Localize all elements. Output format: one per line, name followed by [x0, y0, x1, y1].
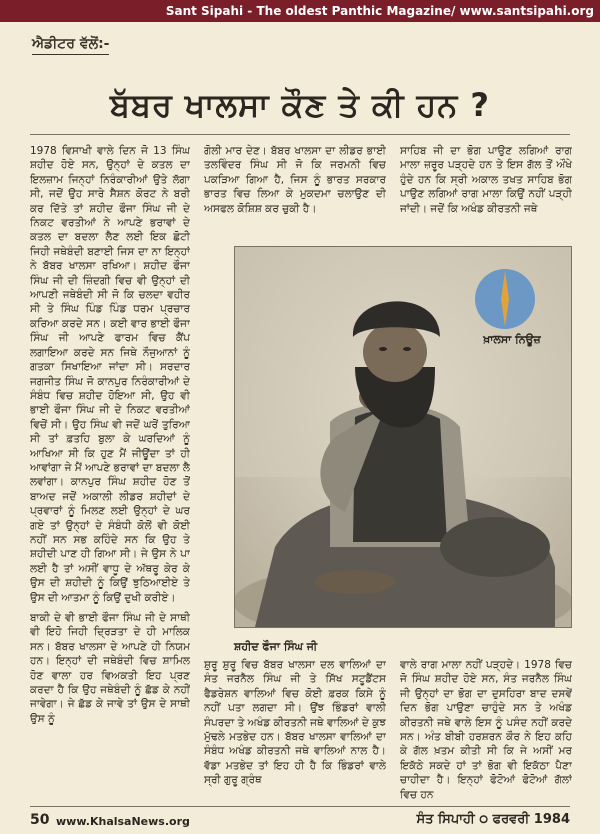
- column-1-paragraph-1: 1978 ਵਿਸਾਖੀ ਵਾਲੇ ਦਿਨ ਜੋ 13 ਸਿੰਘ ਸ਼ਹੀਦ ਹੋਏ ਸਨ, ਉਨ੍ਹਾਂ ਦੇ ਕਤਲ ਦਾ ਇਲਜ਼ਾਮ ਜਿਨ੍ਹਾਂ ਨਿਰੰਕਾਰੀਆਂ ਉਤੇ ਲੱਗਾ ਸੀ, ਜਦੋਂ ਉਹ ਸਾਰੇ ਸੈਸ਼ਨ ਕੋਰਟ ਨੇ ਬਰੀ ਕਰ ਦਿੱਤੇ ਤਾਂ ਸ਼ਹੀਦ ਫੌਜਾ ਸਿੰਘ ਜੀ ਦੇ ਨਿਕਟ ਵਰਤੀਆਂ ਨੇ ਆਪਣੇ ਭਰਾਵਾਂ ਦੇ ਕਤਲ ਦਾ ਬਦਲਾ ਲੈਣ ਲਈ ਇਕ ਛੋਟੀ ਜਿਹੀ ਜਥੇਬੰਦੀ ਬਣਾਈ ਜਿਸ ਦਾ ਨਾ ਇਨ੍ਹਾਂ ਨੇ ਬੱਬਰ ਖਾਲਸਾ ਰਖਿਆ। ਸ਼ਹੀਦ ਫੌਜਾ ਸਿੰਘ ਜੀ ਦੀ ਜ਼ਿੰਦਗੀ ਵਿਚ ਵੀ ਉਨ੍ਹਾਂ ਦੀ ਆਪਣੀ ਜਥੇਬੰਦੀ ਸੀ ਜੋ ਕਿ ਚਲਦਾ ਵਹੀਰ ਸੀ ਤੇ ਸਿੰਘ ਪਿੰਡ ਪਿੰਡ ਧਰਮ ਪ੍ਰਚਾਰ ਕਰਿਆ ਕਰਦੇ ਸਨ। ਕਈ ਵਾਰ ਭਾਈ ਫੌਜਾ ਸਿੰਘ ਜੀ ਆਪਣੇ ਫਾਰਮ ਵਿਚ ਕੈਂਪ ਲਗਾਇਆ ਕਰਦੇ ਸਨ ਜਿਥੇ ਨੌਜੁਆਨਾਂ ਨੂੰ ਗਤਕਾ ਸਿਖਾਇਆ ਜਾਂਦਾ ਸੀ। ਸਰਦਾਰ ਜਗਜੀਤ ਸਿੰਘ ਜੋ ਕਾਨਪੁਰ ਨਿਰੰਕਾਰੀਆਂ ਦੇ ਸੰਬੰਧ ਵਿਚ ਸ਼ਹੀਦ ਹੋਇਆ ਸੀ, ਉਹ ਵੀ ਭਾਈ ਫੌਜਾ ਸਿੰਘ ਜੀ ਦੇ ਨਿਕਟ ਵਰਤੀਆਂ ਵਿਚੋਂ ਸੀ। ਉਹ ਸਿੰਘ ਵੀ ਜਦੋਂ ਘਰੋਂ ਤੁਰਿਆ ਸੀ ਤਾਂ ਫ਼ਤਹਿ ਬੁਲਾ ਕੇ ਘਰਦਿਆਂ ਨੂੰ ਆਖਿਆ ਸੀ ਕਿ ਹੁਣ ਮੈਂ ਜੀਊਂਦਾ ਤਾਂ ਹੀ ਆਵਾਂਗਾ ਜੇ ਮੈਂ ਆਪਣੇ ਭਰਾਵਾਂ ਦਾ ਬਦਲਾ ਲੈ ਲਵਾਂਗਾ। ਕਾਨਪੁਰ ਸਿੰਘ ਸ਼ਹੀਦ ਹੋਣ ਤੋਂ ਬਾਅਦ ਜਦੋਂ ਅਕਾਲੀ ਲੀਡਰ ਸ਼ਹੀਦਾਂ ਦੇ ਪ੍ਰਵਾਰਾਂ ਨੂੰ ਮਿਲਣ ਲਈ ਉਨ੍ਹਾਂ ਦੇ ਘਰ ਗਏ ਤਾਂ ਉਨ੍ਹਾਂ ਦੇ ਸੰਬੰਧੀ ਕੋਲੋਂ ਵੀ ਕੋਈ ਨਹੀਂ ਸਨ ਸਭ ਕਹਿੰਦੇ ਸਨ ਕਿ ਉਹ ਤੇ ਸ਼ਹੀਦੀ ਪਾਣ ਹੀ ਗਿਆ ਸੀ। ਜੇ ਉਸ ਨੇ ਪਾ ਲਈ ਹੈ ਤਾਂ ਅਸੀਂ ਵਾਧੂ ਦੇ ਅੱਥਰੂ ਕੇਰ ਕੇ ਉਸ ਦੀ ਸ਼ਹੀਦੀ ਨੂੰ ਕਿਉਂ ਝੁਠਿਆਈਏ ਤੇ ਉਸ ਦੀ ਆਤਮਾ ਨੂੰ ਕਿਉਂ ਦੁਖੀ ਕਰੀਏ।: [30, 145, 190, 604]
- column-2-top-text: ਗੋਲੀ ਮਾਰ ਦੇਣ। ਬੱਬਰ ਖਾਲਸਾ ਦਾ ਲੀਡਰ ਭਾਈ ਤਲਵਿੰਦਰ ਸਿੰਘ ਸੀ ਜੋ ਕਿ ਜਰਮਨੀ ਵਿਚ ਪਕੜਿਆ ਗਿਆ ਹੈ, ਜਿਸ ਨੂੰ ਭਾਰਤ ਸਰਕਾਰ ਭਾਰਤ ਵਿਚ ਲਿਆ ਕੇ ਮੁਕਦਮਾ ਚਲਾਉਣ ਦੀ ਅਸਫਲ ਕੋਸ਼ਿਸ਼ ਕਰ ਚੁਕੀ ਹੈ।: [204, 145, 386, 215]
- site-banner: Sant Sipahi - The oldest Panthic Magazine/ www.santsipahi.org: [0, 0, 600, 22]
- footer-website: www.KhalsaNews.org: [56, 815, 190, 828]
- column-2-top: [204, 144, 386, 226]
- column-2-bottom: [204, 658, 386, 808]
- photo-caption: ਸ਼ਹੀਦ ਫੌਜਾ ਸਿੰਘ ਜੀ: [234, 640, 318, 653]
- column-1: [30, 144, 190, 804]
- title-divider: [30, 134, 570, 135]
- page-number: 50: [30, 812, 50, 828]
- portrait-photo: [234, 246, 572, 628]
- editor-label: ਐਡੀਟਰ ਵੱਲੋਂ:-: [32, 36, 109, 55]
- photo-watermark: ਖ਼ਾਲਸਾ ਨਿਊਜ਼: [483, 333, 541, 346]
- column-1-paragraph-2: ਬਾਕੀ ਦੇ ਵੀ ਭਾਈ ਫੌਜਾ ਸਿੰਘ ਜੀ ਦੇ ਸਾਥੀ ਵੀ ਇਹੋ ਜਿਹੀ ਦ੍ਰਿੜਤਾ ਦੇ ਹੀ ਮਾਲਿਕ ਸਨ। ਬੱਬਰ ਖਾਲਸਾ ਦੇ ਆਪਣੇ ਹੀ ਨਿਯਮ ਹਨ। ਇਨ੍ਹਾਂ ਦੀ ਜਥੇਬੰਦੀ ਵਿਚ ਸ਼ਾਮਿਲ ਹੋਣ ਵਾਲਾ ਹਰ ਵਿਅਕਤੀ ਇਹ ਪ੍ਰਣ ਕਰਦਾ ਹੈ ਕਿ ਉਹ ਜਥੇਬੰਦੀ ਨੂੰ ਛੱਡ ਕੇ ਨਹੀਂ ਜਾਵੇਗਾ। ਜੇ ਛੱਡ ਕੇ ਜਾਵੇ ਤਾਂ ਉਸ ਦੇ ਸਾਥੀ ਉਸ ਨੂੰ: [30, 612, 190, 725]
- footer-publication-date: ਸੰਤ ਸਿਪਾਹੀ ੦ ਫਰਵਰੀ 1984: [416, 812, 570, 827]
- column-3-top-text: ਸਾਹਿਬ ਜੀ ਦਾ ਭੋਗ ਪਾਉਣ ਲਗਿਆਂ ਰਾਗ ਮਾਲਾ ਜ਼ਰੂਰ ਪੜ੍ਹਦੇ ਹਨ ਤੇ ਇਸ ਗੱਲ ਤੋਂ ਔਖੇ ਹੁੰਦੇ ਹਨ ਕਿ ਸ੍ਰੀ ਅਕਾਲ ਤਖਤ ਸਾਹਿਬ ਭੋਗ ਪਾਉਣ ਲਗਿਆਂ ਰਾਗ ਮਾਲਾ ਕਿਉਂ ਨਹੀਂ ਪੜ੍ਹੀ ਜਾਂਦੀ। ਜਦੋਂ ਕਿ ਅਖੰਡ ਕੀਰਤਨੀ ਜਥੇ: [400, 145, 572, 215]
- portrait-illustration: [235, 247, 571, 627]
- page-title: ਬੱਬਰ ਖਾਲਸਾ ਕੌਣ ਤੇ ਕੀ ਹਨ ?: [110, 86, 490, 124]
- column-3-bottom: [400, 658, 572, 808]
- column-3-bottom-text: ਵਾਲੇ ਰਾਗ ਮਾਲਾ ਨਹੀਂ ਪੜ੍ਹਦੇ। 1978 ਵਿਚ ਜੋ ਸਿੰਘ ਸ਼ਹੀਦ ਹੋਏ ਸਨ, ਸੰਤ ਜਰਨੈਲ ਸਿੰਘ ਜੀ ਉਨ੍ਹਾਂ ਦਾ ਭੋਗ ਦਾ ਦੁਸਹਿਰਾ ਬਾਦ ਦਸਵੇਂ ਦਿਨ ਭੋਗ ਪਾਉਣਾ ਚਾਹੁੰਦੇ ਸਨ ਤੇ ਅਖੰਡ ਕੀਰਤਨੀ ਜਥੇ ਵਾਲੇ ਇਸ ਨੂੰ ਪਸੰਦ ਨਹੀਂ ਕਰਦੇ ਸਨ। ਅੰਤ ਬੀਬੀ ਹਰਸ਼ਰਨ ਕੌਰ ਨੇ ਇਹ ਕਹਿ ਕੇ ਗੱਲ ਖ਼ਤਮ ਕੀਤੀ ਸੀ ਕਿ ਜੇ ਅਸੀਂ ਮਰ ਇਕੱਠੇ ਸਕਦੇ ਹਾਂ ਤਾਂ ਭੋਗ ਵੀ ਇਕੱਠਾ ਪੈਣਾ ਚਾਹੀਦਾ ਹੈ। ਇਨ੍ਹਾਂ ਫੋਟੋਆਂ ਫੋਟੋਆਂ ਗੱਲਾਂ ਵਿਚ ਹਨ: [400, 659, 572, 801]
- column-2-bottom-text: ਸ਼ੁਰੂ ਸ਼ੁਰੂ ਵਿਚ ਬੱਬਰ ਖਾਲਸਾ ਦਲ ਵਾਲਿਆਂ ਦਾ ਸੰਤ ਜਰਨੈਲ ਸਿੰਘ ਜੀ ਤੇ ਸਿੱਖ ਸਟੂਡੈਂਟਸ ਫੈਡਰੇਸ਼ਨ ਵਾਲਿਆਂ ਵਿਚ ਕੋਈ ਫ਼ਰਕ ਕਿਸੇ ਨੂੰ ਨਹੀਂ ਪਤਾ ਲਗਦਾ ਸੀ। ਉਂਝ ਭਿੰਡਰਾਂ ਵਾਲੀ ਸੰਪਰਦਾ ਤੇ ਅਖੰਡ ਕੀਰਤਨੀ ਜਥੇ ਵਾਲਿਆਂ ਦੇ ਕੁਝ ਮੁੱਢਲੇ ਮਤਭੇਦ ਹਨ। ਬੱਬਰ ਖਾਲਸਾ ਵਾਲਿਆਂ ਦਾ ਸੰਬੰਧ ਅਖੰਡ ਕੀਰਤਨੀ ਜਥੇ ਵਾਲਿਆਂ ਨਾਲ ਹੈ। ਵੱਡਾ ਮਤਭੇਦ ਤਾਂ ਇਹ ਹੀ ਹੈ ਕਿ ਭਿੰਡਰਾਂ ਵਾਲੇ ਸ੍ਰੀ ਗੁਰੂ ਗ੍ਰੰਥ: [204, 659, 386, 787]
- column-3-top: [400, 144, 572, 232]
- footer-divider: [30, 806, 570, 807]
